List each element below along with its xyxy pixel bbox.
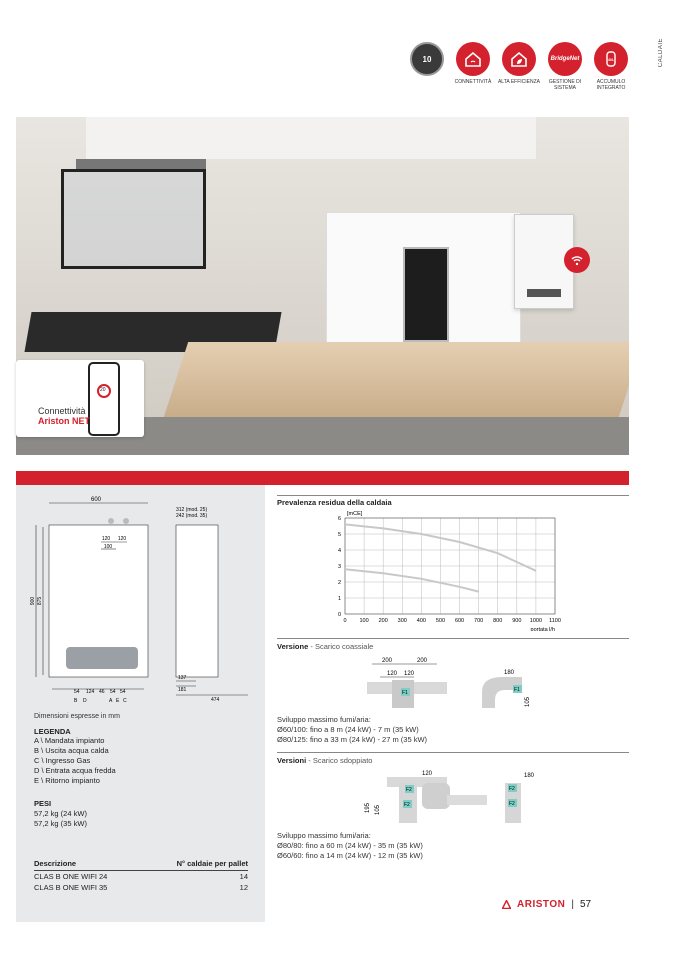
brand-name: ARISTON bbox=[517, 899, 566, 910]
x-tick-label: 400 bbox=[416, 618, 426, 624]
x-tick-label: 200 bbox=[378, 618, 388, 624]
svg-text:900: 900 bbox=[30, 596, 36, 606]
svg-text:54: 54 bbox=[110, 689, 116, 695]
svg-text:54: 54 bbox=[120, 689, 126, 695]
wifi-icon bbox=[564, 247, 590, 273]
svg-text:600: 600 bbox=[90, 497, 102, 503]
x-tick-label: 1100 bbox=[549, 618, 561, 624]
feature-warranty bbox=[408, 42, 446, 91]
split-flue-diagram bbox=[277, 765, 629, 825]
range-hood bbox=[76, 159, 206, 169]
version1-title: Versione - Scarico coassiale bbox=[277, 642, 374, 651]
version2-title: Versioni - Scarico sdoppiato bbox=[277, 756, 373, 765]
svg-text:100: 100 bbox=[103, 544, 113, 550]
svg-text:54: 54 bbox=[74, 689, 80, 695]
kitchen-island bbox=[164, 342, 629, 417]
svg-text:120: 120 bbox=[117, 536, 127, 542]
table-header bbox=[34, 859, 248, 871]
y-tick-label: 4 bbox=[337, 548, 341, 554]
boiler-display bbox=[527, 289, 561, 297]
svg-text:137: 137 bbox=[178, 675, 187, 681]
ceiling bbox=[86, 117, 536, 159]
svg-text:124: 124 bbox=[86, 689, 95, 695]
red-banner bbox=[16, 471, 629, 485]
svg-text:D: D bbox=[83, 698, 87, 704]
chart-title: Prevalenza residua della caldaia bbox=[277, 498, 392, 507]
house-leaf-icon bbox=[502, 42, 536, 76]
y-tick-label: 5 bbox=[337, 532, 341, 538]
series-line-2 bbox=[345, 569, 479, 591]
svg-text:200: 200 bbox=[416, 658, 428, 664]
x-tick-label: 900 bbox=[512, 618, 522, 624]
weights-title: PESI bbox=[34, 799, 52, 808]
legend-item: D \ Entrata acqua fredda bbox=[34, 766, 116, 775]
svg-text:F2: F2 bbox=[406, 787, 412, 793]
svg-text:474: 474 bbox=[211, 697, 220, 703]
chart-svg bbox=[277, 506, 577, 631]
page-footer bbox=[502, 899, 591, 910]
x-tick-label: 0 bbox=[343, 618, 347, 624]
svg-text:C: C bbox=[123, 698, 127, 704]
svg-text:875: 875 bbox=[37, 596, 43, 606]
phone-value: 20 bbox=[100, 387, 106, 393]
dimension-drawing bbox=[16, 485, 265, 710]
y-tick-label: 1 bbox=[337, 596, 341, 602]
x-tick-label: 500 bbox=[435, 618, 446, 624]
divider bbox=[277, 495, 629, 496]
divider bbox=[277, 638, 629, 639]
divider bbox=[277, 752, 629, 753]
table-row: CLAS B ONE WIFI 35 12 bbox=[34, 883, 248, 892]
feature-bridgenet: BridgeNet GESTIONE DI SISTEMA bbox=[546, 42, 584, 91]
legend-list bbox=[34, 736, 116, 786]
legend-item: C \ Ingresso Gas bbox=[34, 756, 91, 765]
header-description: Descrizione bbox=[34, 859, 77, 868]
svg-text:A: A bbox=[109, 698, 113, 704]
version1-notes: Sviluppo massimo fumi/aria: Ø60/100: fino a 8 m (24 kW) - 7 m (35 kW) Ø80/125: fino a 33 m (24 kW) - 27 m (35 kW) bbox=[277, 715, 428, 744]
y-tick-label: 0 bbox=[337, 612, 341, 618]
svg-text:F1: F1 bbox=[514, 687, 520, 693]
svg-text:46: 46 bbox=[99, 689, 105, 695]
svg-text:F2: F2 bbox=[509, 801, 515, 807]
svg-text:195: 195 bbox=[365, 802, 371, 813]
oven bbox=[403, 247, 449, 342]
y-tick-label: 2 bbox=[337, 580, 341, 586]
weight-item: 57,2 kg (35 kW) bbox=[34, 819, 87, 828]
x-tick-label: 700 bbox=[474, 618, 484, 624]
svg-text:120: 120 bbox=[421, 771, 433, 777]
feature-tank: 40L ACCUMULO INTEGRATO bbox=[592, 42, 630, 91]
connectivity-brand: Ariston NET bbox=[38, 416, 91, 426]
connectivity-text: Connettività bbox=[38, 406, 86, 416]
x-tick-label: 300 bbox=[397, 618, 407, 624]
ariston-logo-icon bbox=[502, 900, 511, 909]
legend-item: E \ Ritorno impianto bbox=[34, 776, 100, 785]
x-tick-label: 1000 bbox=[529, 618, 543, 624]
header-pallet: N° caldaie per pallet bbox=[176, 859, 248, 868]
technical-panel bbox=[16, 485, 265, 922]
section-tab: CALDAIE bbox=[658, 38, 664, 68]
svg-text:F2: F2 bbox=[509, 786, 515, 792]
footer-separator: | bbox=[571, 899, 574, 910]
connectivity-label bbox=[38, 406, 90, 426]
x-tick-label: 600 bbox=[454, 618, 465, 624]
weight-item: 57,2 kg (24 kW) bbox=[34, 809, 87, 818]
legend-title: LEGENDA bbox=[34, 727, 71, 736]
feature-efficiency: ALTA EFFICIENZA bbox=[500, 42, 538, 91]
y-tick-label: 6 bbox=[337, 516, 341, 522]
svg-text:312 (mod. 25): 312 (mod. 25) bbox=[176, 507, 208, 513]
svg-text:242 (mod. 35): 242 (mod. 35) bbox=[176, 513, 208, 519]
house-wifi-icon bbox=[456, 42, 490, 76]
feature-icons bbox=[408, 42, 630, 91]
tank-icon bbox=[594, 42, 628, 76]
svg-text:180: 180 bbox=[503, 670, 515, 676]
svg-text:181: 181 bbox=[178, 687, 187, 693]
svg-text:F1: F1 bbox=[402, 690, 408, 696]
bridgenet-icon: BridgeNet bbox=[548, 42, 582, 76]
x-tick-label: 800 bbox=[493, 618, 503, 624]
pressure-chart bbox=[277, 506, 577, 636]
svg-text:105: 105 bbox=[375, 804, 381, 815]
svg-text:200: 200 bbox=[381, 658, 393, 664]
feature-connectivity: CONNETTIVITÀ bbox=[454, 42, 492, 91]
weights-list bbox=[34, 809, 87, 829]
legend-item: B \ Uscita acqua calda bbox=[34, 746, 109, 755]
y-tick-label: 3 bbox=[337, 564, 341, 570]
legend-item: A \ Mandata impianto bbox=[34, 736, 105, 745]
x-tick-label: 100 bbox=[359, 618, 369, 624]
y-axis-label: [mCE] bbox=[347, 511, 363, 517]
svg-text:40L: 40L bbox=[607, 58, 615, 62]
svg-text:180: 180 bbox=[523, 773, 535, 779]
smartphone bbox=[88, 362, 120, 436]
page-number: 57 bbox=[579, 899, 592, 910]
x-axis-label: portata l/h bbox=[530, 627, 555, 631]
svg-text:120: 120 bbox=[403, 671, 415, 677]
warranty-10-icon: 10 bbox=[410, 42, 444, 76]
svg-text:105: 105 bbox=[525, 696, 531, 707]
pallet-table bbox=[34, 859, 248, 893]
svg-text:120: 120 bbox=[386, 671, 398, 677]
svg-text:B: B bbox=[74, 698, 78, 704]
table-row: CLAS B ONE WIFI 24 14 bbox=[34, 872, 248, 881]
version2-notes: Sviluppo massimo fumi/aria: Ø80/80: fino a 60 m (24 kW) - 35 m (35 kW) Ø60/60: fino a 14 m (24 kW) - 12 m (35 kW) bbox=[277, 831, 423, 860]
dimension-note: Dimensioni espresse in mm bbox=[34, 713, 120, 720]
svg-text:120: 120 bbox=[101, 536, 111, 542]
coaxial-flue-diagram bbox=[277, 652, 629, 712]
svg-text:E: E bbox=[116, 698, 120, 704]
svg-text:F2: F2 bbox=[404, 802, 410, 808]
glass-partition bbox=[61, 169, 206, 269]
